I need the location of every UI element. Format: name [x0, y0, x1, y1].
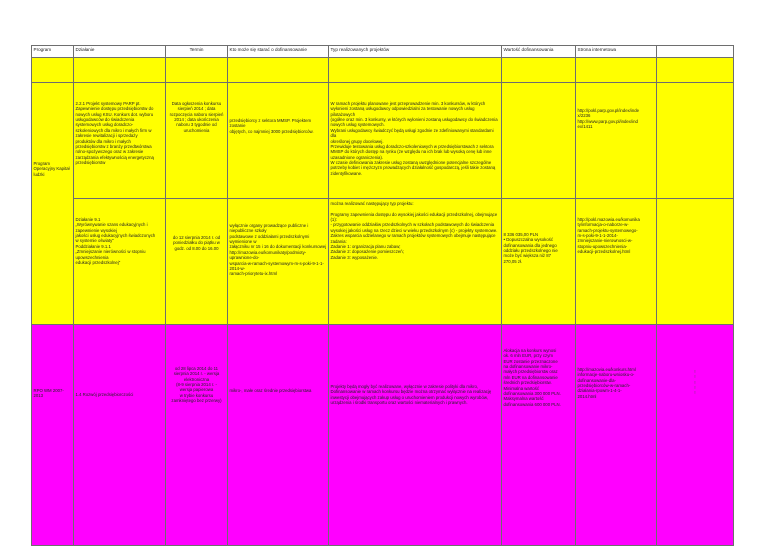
marks-cell [657, 325, 734, 546]
header-wartosc: Wartość dofinansowania [502, 46, 576, 58]
text-line: inwestycji obejmujących zakup usług o uruchomieniem produkcji nowych wyrobów, [330, 394, 488, 400]
text-line: sierpnia 2014 r. - wersja [173, 371, 220, 377]
program-cell [32, 325, 74, 546]
text-line: Zapewnienie dostępu przedsiębiorstw do [75, 106, 154, 112]
wartosc-cell [502, 199, 576, 325]
header-dzialanie: Działanie [74, 46, 166, 58]
text-line: EUR zostanie przeznaczone [503, 358, 558, 364]
spacer-cell [166, 58, 228, 83]
marker-glyph: ! [694, 369, 696, 374]
text-line: Minimalna wartość [503, 385, 540, 391]
text-line: mikro-, małe oraz średnie przedsiębiorstwa [229, 388, 312, 393]
text-line: mln EUR na dofinansowanie [503, 374, 558, 380]
strona-cell [576, 199, 657, 325]
text-line: szkoleniowych dla mikro i małych firm w [75, 127, 152, 133]
text-line: 2.2.1 Projekt systemowy PARP pt. [75, 101, 141, 106]
text-line: rolno-spożywczego oraz w zakresie [75, 149, 144, 155]
text-line: Alokacja na konkurs wynosi [503, 348, 557, 353]
text-line: Programy zapewnienia dostępu do wysokiej jakości edukacji przedszkolnej, obejmujące [330, 211, 498, 217]
text-line: Zadanie 1: organizacja planu zabaw; [330, 243, 401, 249]
text-line: RPO WM 2007- [33, 388, 64, 393]
text-line: załączniku nr 15 i 16 do dokumentacji konkursowej [229, 244, 327, 250]
text-line: • Dopuszczalna wysokość [503, 237, 554, 243]
text-line: objętych, co najmniej 3000 przedsiębiorców. [229, 128, 314, 134]
spacer-cell [657, 58, 734, 83]
kto-cell [228, 325, 329, 546]
table-row [32, 199, 734, 325]
termin-cell [166, 325, 228, 546]
text-line: Poddziałanie 9.1.1 [75, 243, 111, 249]
text-line: godz. od 8.00 do 16.00 [174, 245, 219, 251]
kto-cell [228, 199, 329, 325]
text-line: Zadanie 2: doposażenie pomieszczeń; [330, 249, 404, 255]
text-line: na dofinansowanie mikro- [503, 364, 553, 370]
url-link-line[interactable]: dofinansowanie-dla- [577, 377, 616, 383]
text-line: „Zmniejszanie nierówności w stopniu [75, 249, 146, 255]
text-line: nowych usług KSU. Konkurs dot. wyboru [75, 111, 154, 117]
text-line: uruchomienia [183, 127, 210, 133]
url-link-line[interactable]: ramach-projektu-systemowego- [577, 227, 638, 233]
text-line: Przewiduje testowania usług doradczo-szkoleniowych w przedsiębiorstwach z sektora [330, 143, 494, 149]
spacer-cell [32, 58, 74, 83]
text-line: Dofinansowanie w ramach konkursu będzie można otrzymać wyłącznie na realizację [330, 389, 492, 395]
text-line: Wybrani usługodawcy świadczyć będą usługi zgodnie ze zdefiniowanymi standardami dla [330, 127, 494, 139]
text-line: - przygotowanie oddziałów przedszkolnych w szkołach podstawowych do świadczenia [330, 222, 495, 228]
text-line: zakresie rewitalizacji i sprzedaży [75, 133, 138, 139]
text-line: Zakres wsparcia udzielanego w ramach projektów systemowych obejmuje następujące [330, 233, 496, 239]
text-line: edukacji przedszkolnej" [75, 259, 121, 265]
termin-cell [166, 83, 228, 199]
text-line: ok. 6 mln EUR, przy czym [503, 353, 553, 359]
text-line: w systemie oświaty" [75, 238, 114, 244]
text-line: 270,05 zł. [503, 258, 523, 264]
url-link-line[interactable]: http://pokl.parp.gov.pl/index/inde [577, 108, 640, 113]
text-line: zamkniętego bez przerwy) [171, 398, 222, 404]
funding-table [31, 45, 734, 546]
header-program: Program [32, 46, 74, 58]
text-line: 2013 [33, 393, 44, 399]
url-link-line[interactable]: http://pokl.mazowia.eu/komunika [577, 217, 640, 222]
dzialanie-cell [74, 325, 166, 546]
text-line: Zadanie 3: wyposażenie. [330, 254, 379, 260]
spacer-row [32, 58, 734, 83]
text-line: do 12 sierpnia 2014 r. od [172, 235, 221, 240]
text-line: (8-9 sierpnia 2014 r. - [176, 382, 217, 388]
strona-cell [576, 325, 657, 546]
typ-cell [329, 83, 502, 199]
text-line: nowych usług systemowych. [330, 122, 385, 128]
table-row [32, 325, 734, 546]
spacer-cell [502, 58, 576, 83]
url-link-line[interactable]: edukacji-przedszkolnej.html [577, 249, 631, 255]
header-empty [657, 46, 734, 58]
text-line: naboru 3 tygodnie od [176, 122, 217, 128]
text-line: przedsiębiorcy z sektora MMSP. Projektem zostanie [229, 118, 312, 129]
marker-glyph: ! [694, 390, 696, 396]
extra-cell [657, 199, 734, 325]
spacer-cell [228, 58, 329, 83]
marker-glyph: ! [694, 385, 696, 391]
termin-cell [166, 199, 228, 325]
url-link-line[interactable]: stopniu-upowszechnienia- [577, 243, 628, 249]
text-line: elektroniczna [183, 376, 210, 382]
text-line: usługodawców do świadczenia [75, 117, 135, 123]
text-line: rozpoczęcia naboru sierpień [169, 111, 224, 117]
text-line: produktów dla mikro i małych [75, 138, 131, 144]
text-line: upowszechnienia [75, 254, 109, 260]
typ-cell [329, 325, 502, 546]
text-line: wersja papierowa [179, 387, 214, 393]
marker-glyph: ! [694, 379, 696, 385]
url-link-line[interactable]: http://www.parp.gov.pl/index/ind [577, 118, 638, 124]
program-cell: Program Operacyjny Kapitał ludzki [32, 83, 74, 325]
text-line: 1.4 Rozwój przedsiębiorczości [75, 392, 134, 397]
dzialanie-cell [74, 199, 166, 325]
text-line: w trybie konkursu [179, 392, 214, 398]
url-link-line[interactable]: działania-rpowm-1-4-1- [577, 388, 622, 394]
text-line: Data ogłoszenia konkursu [171, 101, 222, 106]
url-link-line[interactable]: informacje-naboru-wniosku-o- [577, 372, 635, 378]
text-line: zidentyfikowane. [330, 170, 363, 176]
wartosc-cell [502, 83, 576, 199]
text-line: małych przedsiębiorstw oraz [503, 369, 558, 375]
text-line: Projekty będą mogły być realizowane, wyłącznie w zakresie polityki dla mikro, [330, 384, 479, 389]
text-line: dofinansowania dla jednego [503, 242, 557, 248]
spacer-cell [74, 58, 166, 83]
kto-cell [228, 83, 329, 199]
url-link-line[interactable]: x/2236 [577, 113, 591, 119]
text-line: 2014 ; data ukończenia [174, 117, 219, 123]
table-row [32, 83, 734, 199]
text-line: zadania: [330, 238, 347, 244]
text-line: potrzeby kobiet i mężczyzn prowadzących działalność gospodarczą, jeśli takie zostaną [330, 165, 496, 171]
text-line: średnich przedsiębiorstw. [503, 380, 552, 386]
text-line: W czasie definiowania zakresie usług zostaną uwzględnione potencjalne szczególne [330, 159, 492, 165]
text-line: Działanie 9.1 [75, 217, 101, 222]
url-link-line[interactable]: ex/1411 [577, 124, 593, 130]
text-line: określonej grupy docelowej. [330, 138, 384, 144]
text-line: dofinansowania 600 000 PLN. [503, 401, 561, 407]
extra-cell [657, 83, 734, 199]
text-line: zarządzania efektywnością energetyczną [75, 154, 154, 160]
spacer-cell [329, 58, 502, 83]
text-line: dofinansowania 300 000 PLN. [503, 390, 561, 396]
header-kto: Kto może się starać o dofinansowanie [228, 46, 329, 58]
text-line: 8 336 035,00 PLN [503, 232, 539, 237]
text-line: przedsiębiorstw z branży przedtwórstwa [75, 143, 152, 149]
header-strona: Strona internetowa [576, 46, 657, 58]
text-line: poniedziałku do piątku w [173, 240, 220, 246]
text-line: Maksymalna wartość [503, 396, 544, 402]
text-line: można realizować następujący typ projektu: [330, 201, 414, 206]
text-line: „Wyrównywanie szans edukacyjnych i [75, 222, 148, 228]
header-typ: Typ realizowanych projektów [329, 46, 502, 58]
text-line: (ogółne oraz min. 3 konkursy, w których wyłonieni zostaną usługodawcy do świadczenia [330, 117, 498, 123]
typ-cell [329, 199, 502, 325]
text-line: sierpień 2014 ; data [177, 106, 216, 112]
text-line: http://mazowia.eu/komunikaty/podmioty-uprawnione-do- [229, 249, 307, 261]
text-line: uzasadnione ograniczenia). [330, 154, 384, 160]
spacer-cell [576, 58, 657, 83]
text-line: ramach-priorytetu-ix.html [229, 271, 278, 277]
url-link-line[interactable]: przedsiębiorców-w-ramach- [577, 383, 631, 389]
text-line: urządzenia i środki transportu oraz wartości niematerialnych i prawnych. [330, 400, 468, 406]
text-line: wyłonieni zostaną usługodawcy odpowiedzialni za testowanie nowych usług pilotażowych [330, 106, 475, 117]
dzialanie-cell [74, 83, 166, 199]
header-termin: Termin [166, 46, 228, 58]
url-link-line[interactable]: m-s-poki-9-1-1-2014- [577, 233, 618, 239]
spreadsheet [31, 45, 733, 546]
text-line: przedsiębiorstw [75, 159, 106, 165]
url-link-line[interactable]: 2014.html [577, 393, 597, 399]
header-row [32, 46, 734, 58]
text-line: MMSP do których dostęp na rynku (ze względu na ich brak lub wysoką cenę lub inne [330, 149, 492, 155]
text-line: W ramach projektu planowane jest przeprowadzenie min. 3 konkursów, w których [330, 101, 486, 106]
text-line: wysokiej jakości usług na rzecz dzieci w wieku przedszkolnym (c) - projekty systemowe. [330, 227, 498, 233]
text-line: (1): [330, 217, 337, 223]
text-line: jakości usług edukacyjnych świadczonych [75, 233, 156, 239]
text-line: zapewnienie wysokiej [75, 227, 117, 233]
text-line: od 28 lipca 2014 do 11 [174, 366, 219, 371]
text-line: może być większa niż 87 [503, 253, 552, 259]
marker-glyph: ! [694, 374, 696, 380]
text-line: wyłącznie organy prowadzące publiczne i niepubliczne szkoły [229, 223, 309, 234]
text-line: wsparcia-w-ramach-systemowym-m-s-poki-9-1-1-2014-w- [229, 260, 324, 271]
url-link-line[interactable]: ty/informacja-o-naborze-w- [577, 222, 629, 228]
url-link-line[interactable]: zmniejszanie-nierownosci-w- [577, 238, 633, 244]
text-line: systemowych usług doradczo- [75, 122, 134, 128]
url-link-line[interactable]: http://mazovia.eu/konkurs.html [577, 367, 636, 372]
text-line: oddziału przedszkolnego nie [503, 248, 558, 254]
strona-cell [576, 83, 657, 199]
wartosc-cell [502, 325, 576, 546]
text-line: podstawowe z oddziałami przedszkolnymi wymienione w [229, 233, 310, 245]
